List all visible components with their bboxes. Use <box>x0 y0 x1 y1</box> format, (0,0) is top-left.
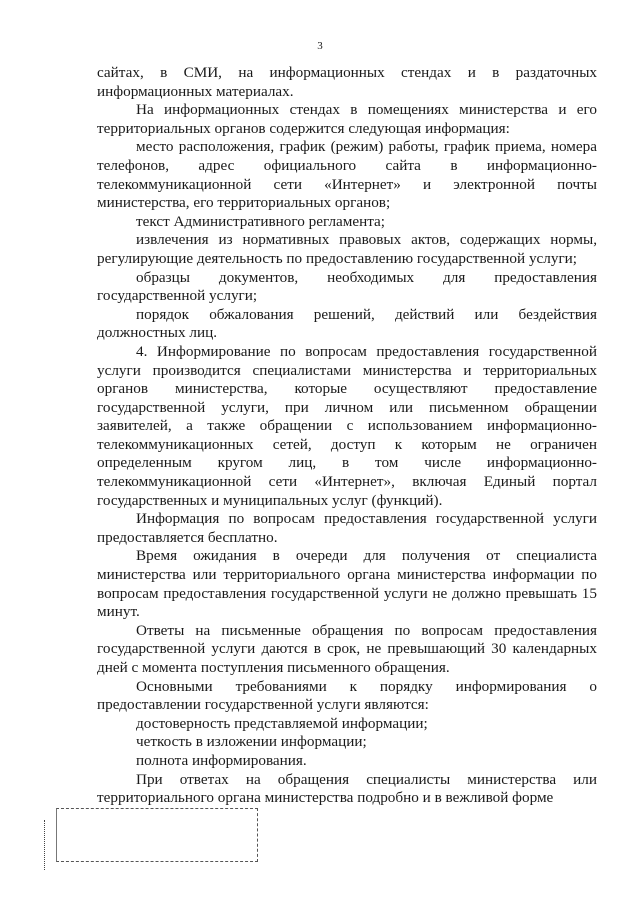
paragraph: Время ожидания в очереди для получения от специалиста министерства или территориального органа министерства информации по вопросам предоставления государственной услуги не должно превышать 15 минут. <box>97 547 597 621</box>
paragraph: Ответы на письменные обращения по вопросам предоставления государственной услуги даются в срок, не превышающий 30 календарных дней с момента поступления письменного обращения. <box>97 621 597 676</box>
page-number: 3 <box>317 40 323 52</box>
paragraph: извлечения из нормативных правовых актов, содержащих нормы, регулирующие деятельность по предоставлению государственной услуги; <box>97 231 597 267</box>
paragraph: место расположения, график (режим) работы, график приема, номера телефонов, адрес официального сайта в информационно-телекоммуникационной сети «Интернет» и электронной почты министерства, его территориальных органов; <box>97 138 597 212</box>
paragraph: На информационных стендах в помещениях министерства и его территориальных органов содержится следующая информация: <box>97 101 597 137</box>
paragraph: Основными требованиями к порядку информирования о предоставлении государственной услуги являются: <box>97 677 597 714</box>
paragraph: полнота информирования. <box>136 751 307 769</box>
paragraph: Информация по вопросам предоставления государственной услуги предоставляется бесплатно. <box>97 510 597 546</box>
stamp-mark <box>56 808 258 862</box>
margin-marks <box>44 820 53 870</box>
paragraph: четкость в изложении информации; <box>136 733 367 751</box>
paragraph: 4. Информирование по вопросам предоставления государственной услуги производится специалистами министерства и территориальных органов министерства, которые осуществляют предоставление государственной услуги, при личном или письменном обращении заявителей, а также обращении с использованием информационно-телекоммуникационных сетей, доступ к которым не ограничен определенным кругом лиц, в том числе информационно-телекоммуникационной сети «Интернет», включая Единый портал государственных и муниципальных услуг (функций). <box>97 342 597 509</box>
paragraph: сайтах, в СМИ, на информационных стендах и в раздаточных информационных материалах. <box>97 64 597 100</box>
paragraph: образцы документов, необходимых для предоставления государственной услуги; <box>97 268 597 305</box>
paragraph: При ответах на обращения специалисты министерства или территориального органа министерства подробно и в вежливой форме <box>97 770 597 807</box>
paragraph: достоверность представляемой информации; <box>136 714 428 732</box>
paragraph: текст Административного регламента; <box>136 212 386 230</box>
paragraph: порядок обжалования решений, действий или бездействия должностных лиц. <box>97 305 597 342</box>
document-body <box>97 64 597 808</box>
